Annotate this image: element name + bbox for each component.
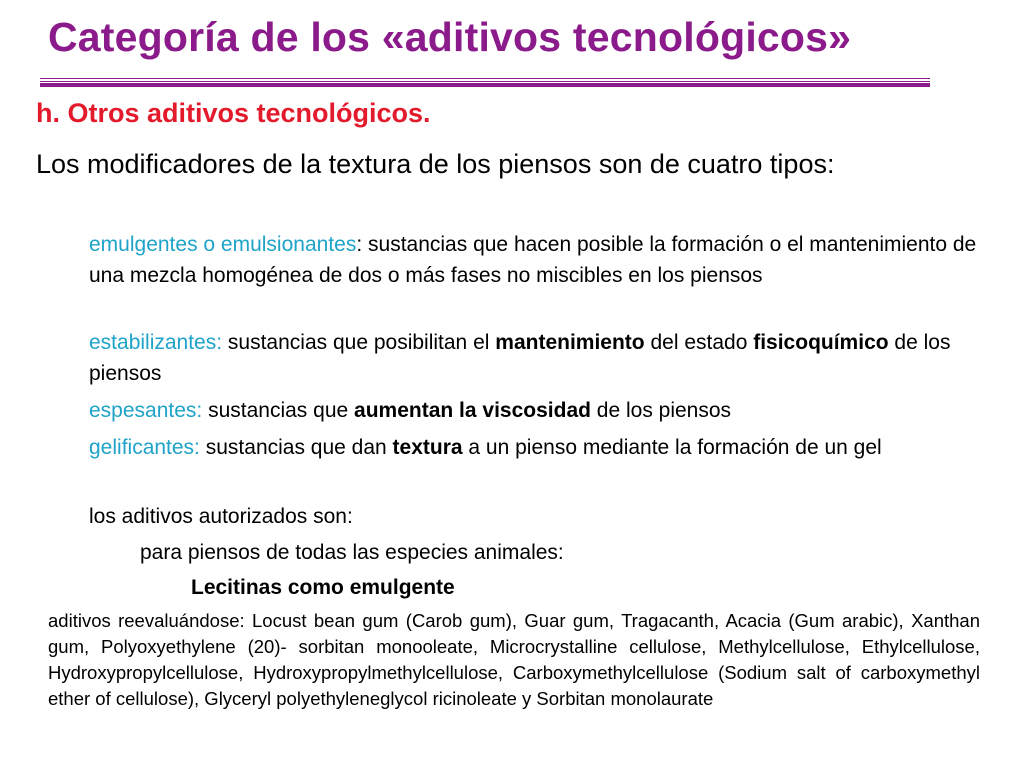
term-espesantes: espesantes: [89, 399, 203, 422]
list-item-espesantes [89, 395, 989, 426]
item-text: sustancias que dan [205, 436, 393, 459]
reevaluation-note: aditivos reevaluándose: Locust bean gum (Carob gum), Guar gum, Tragacanth, Acacia (Gum arabic), Xanthan gum, Polyoxyethylene (20)- sorbitan monooleate, Microcrystalline cellulose, Methylcellulose, Ethylcellulose, Hydroxypropylcellulose, Hydroxypropylmethylcellulose, Carboxymethylcellulose (Sodium salt of carboxymethyl ether of cellulose), Glyceryl polyethyleneglycol ricinoleate y Sorbitan monolaurate [48, 610, 980, 709]
all-species-label: para piensos de todas las especies animales: [140, 541, 564, 564]
authorized-additives-label: los aditivos autorizados son: [89, 505, 353, 528]
item-text: sustancias que hacen posible la formación o el mantenimiento de una mezcla homogénea de dos o más fases no miscibles en los piensos [89, 233, 977, 287]
item-text: sustancias que posibilitan el [227, 331, 496, 354]
term-estabilizantes: estabilizantes: [89, 331, 223, 354]
lecithin-label: Lecitinas como emulgente [191, 576, 455, 599]
item-text: de los piensos [590, 399, 732, 422]
item-separator: : [356, 233, 369, 256]
item-text: del estado [644, 331, 754, 354]
item-bold-text: fisicoquímico [753, 331, 889, 354]
term-emulgentes: emulgentes o emulsionantes [89, 233, 357, 256]
item-text: de los piensos [89, 331, 951, 385]
title-underline [40, 78, 930, 87]
term-gelificantes: gelificantes: [89, 436, 200, 459]
item-text: a un pienso mediante la formación de un gel [462, 436, 882, 459]
slide-title: Categoría de los «aditivos tecnológicos» [48, 14, 852, 60]
item-bold-text: textura [392, 436, 463, 459]
list-item-emulgentes [89, 229, 989, 291]
item-text: sustancias que [208, 399, 355, 422]
item-bold-text: aumentan la viscosidad [354, 399, 591, 422]
item-bold-text: mantenimiento [495, 331, 645, 354]
intro-paragraph: Los modificadores de la textura de los piensos son de cuatro tipos: [36, 149, 835, 179]
list-item-estabilizantes [89, 327, 989, 389]
list-item-gelificantes [89, 432, 989, 463]
section-subheading: h. Otros aditivos tecnológicos. [36, 98, 431, 128]
